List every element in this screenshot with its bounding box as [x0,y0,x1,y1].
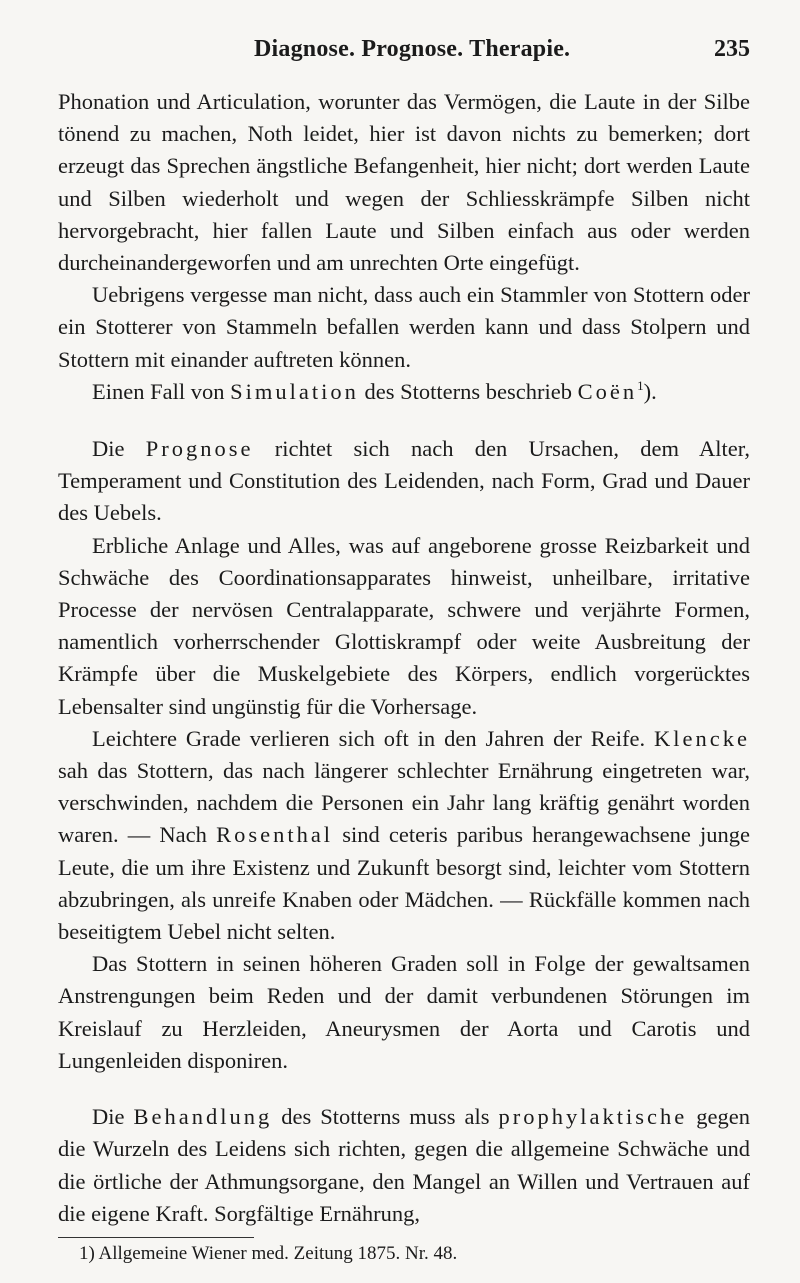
author-name-coen: Coën [577,378,638,404]
text-run: Leichtere Grade verlieren sich oft in den Jahren der Reife. [92,725,655,751]
paragraph-hoehere-grade: Das Stottern in seinen höheren Graden soll in Folge der gewaltsamen Anstrengungen beim Reden und der damit verbundenen Störungen im Kreislauf zu Herzleiden, Aneurysmen der Aorta und Carotis und Lungenleiden disponiren. [58,951,750,1073]
author-name-rosenthal: Rosenthal [216,822,334,848]
footnote-reference[interactable]: 1 [637,377,644,393]
footnote-text: Allgemeine Wiener med. Zeitung 1875. Nr. 48. [98,1243,458,1264]
text-run: gegen die Wurzeln des Leidens sich richten, gegen die allgemeine Schwäche und die örtliche der Athmungsorgane, den Mangel an Willen und Vertrauen auf die eigene Kraft. Sorgfältige Ernährung, [58,1104,750,1226]
paragraph-prognose [58,433,750,530]
text-run: Die [92,1104,134,1130]
footnote-marker: 1) [79,1243,95,1264]
book-page [58,0,750,1283]
text-run: ). [643,378,657,404]
paragraph-phonation: Phonation und Articulation, worunter das Vermögen, die Laute in der Silbe tönend zu machen, Noth leidet, hier ist davon nichts zu bemerken; dort erzeugt das Sprechen ängstliche Befangenheit, hier nicht; dort werden Laute und Silben wiederholt und wegen der Schliesskrämpfe Silben nicht hervorgebracht, hier fallen Laute und Silben einfach aus oder werden durcheinandergeworfen und am unrechten Orte eingefügt. [58,89,750,276]
page-number: 235 [714,36,750,62]
section-heading-behandlung: Behandlung [133,1104,273,1130]
emphasis-simulation: Simulation [230,378,359,404]
text-run: des Stotterns muss als [272,1104,499,1130]
text-run: Die [92,436,146,462]
author-name-klencke: Klencke [654,725,750,751]
paragraph-leichtere-grade [58,723,750,948]
emphasis-prophylaktische: prophylaktische [498,1104,688,1130]
text-run: sind ceteris paribus herangewachsene junge Leute, die um ihre Existenz und Zukunft besorgt sind, leichter vom Stottern abzubringen, als unreife Knaben oder Mädchen. — Rückfälle kommen nach beseitigtem Uebel nicht selten. [58,822,750,945]
paragraph-behandlung [58,1101,750,1230]
text-run: sah das Stottern, das nach längerer schlechter Ernährung eingetreten war, verschwinden, nachdem die Personen ein Jahr lang kräftig genährt worden waren. — Nach [58,758,750,848]
paragraph-stammler: Uebrigens vergesse man nicht, dass auch ein Stammler von Stottern oder ein Stotterer von Stammeln befallen werden kann und dass Stolpern und Stottern mit einander auftreten können. [58,282,750,372]
footnote-divider [58,1237,254,1238]
paragraph-erbliche-anlage: Erbliche Anlage und Alles, was auf angeborene grosse Reizbarkeit und Schwäche des Coordinationsapparates hinweist, unheilbare, irritative Processe der nervösen Centralapparate, schwere und verjährte Formen, namentlich vorherrschender Glottiskrampf oder weite Ausbreitung der Krämpfe über die Muskelgebiete des Körpers, endlich vorgerücktes Lebensalter sind ungünstig für die Vorhersage. [58,532,750,719]
footnote [79,1242,457,1266]
text-run: des Stotterns beschrieb [358,378,578,404]
text-run: Einen Fall von [92,378,231,404]
body-text [58,86,750,1230]
page-header [58,36,750,64]
section-heading-prognose: Prognose [145,436,254,462]
text-run: richtet sich nach den Ursachen, dem Alter, Temperament und Constitution des Leidenden, nach Form, Grad und Dauer des Uebels. [58,436,750,526]
running-title: Diagnose. Prognose. Therapie. [254,36,571,62]
paragraph-simulation [58,376,750,408]
